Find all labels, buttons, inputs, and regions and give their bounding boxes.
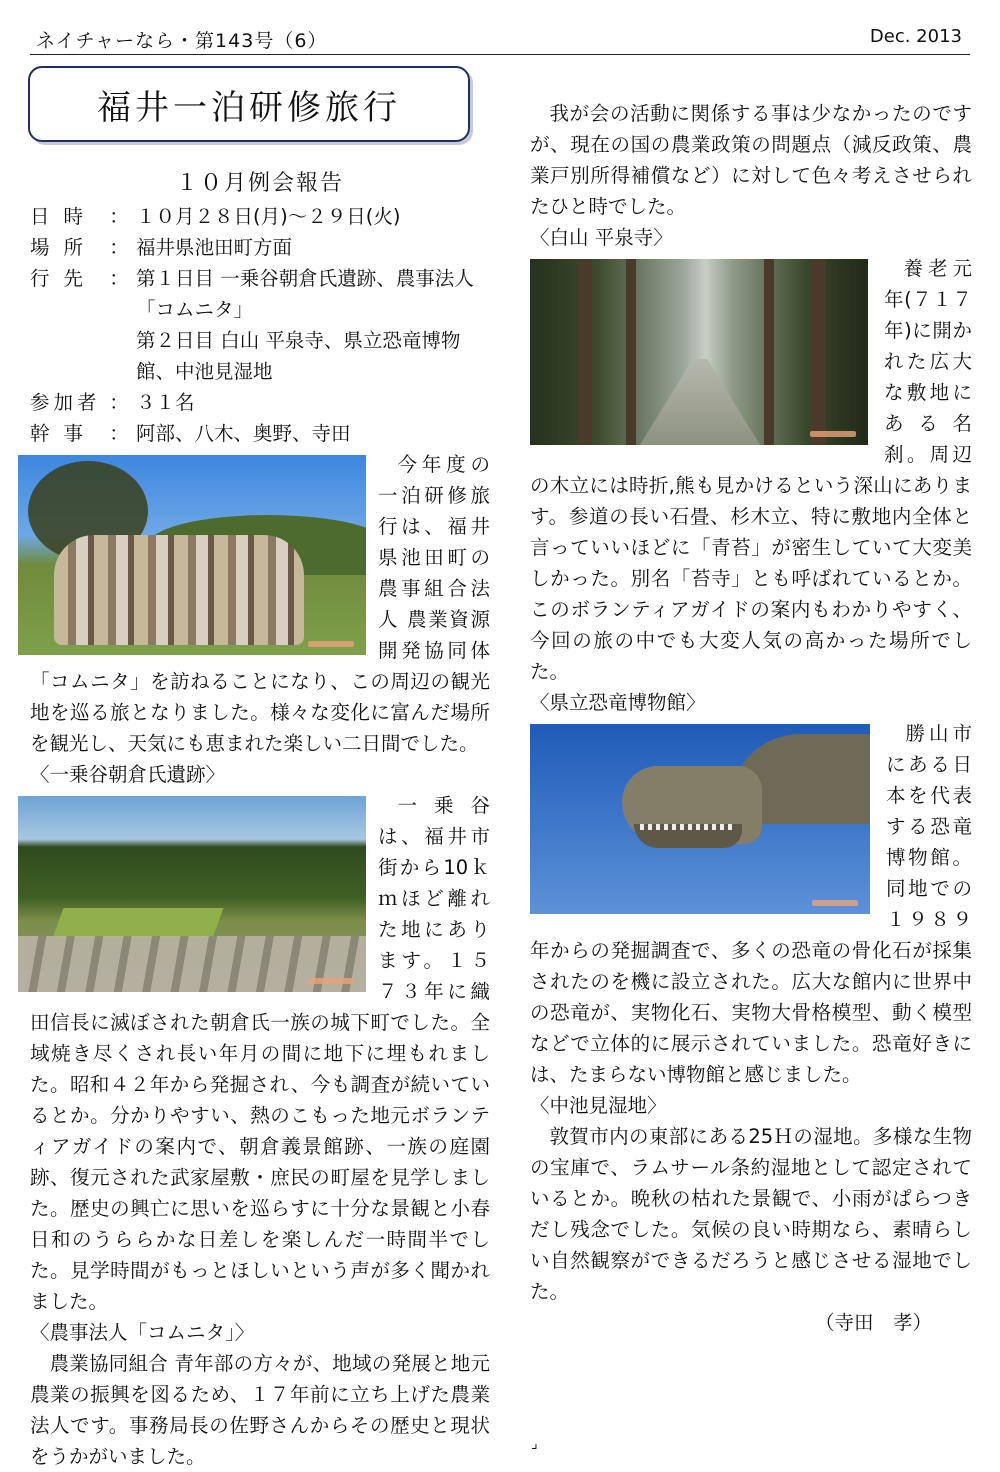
article-title-box (28, 66, 470, 142)
section-heading-dinosaur: 〈県立恐竜博物館〉 (530, 691, 706, 714)
section-heading-nakaikemi: 〈中池見湿地〉 (530, 1094, 667, 1117)
section-heading-heisenji: 〈白山 平泉寺〉 (530, 226, 673, 249)
dinosaur-paragraph: 勝山市にある日本を代表する恐竜博物館。同地での１９８９年からの発掘調査で、多くの恐竜の骨化石が採集されたのを機に設立された。広大な館内に世界中の恐竜が、実物化石、実物大骨格模型、動く模型などで立体的に展示されていました。恐竜好きには、たまらない博物館と感じました。 (530, 722, 972, 1086)
info-row-place: 場所 ： 福井県池田町方面 (30, 236, 293, 259)
temple-path-photo (530, 259, 868, 445)
heisenji-paragraph: 養老元年(７１７年)に開かれた広大な敷地にある名刹。周辺の木立には時折,熊も見かけるという深山にあります。参道の長い石畳、杉木立、特に敷地内全体と言っていいほどに「青苔」が密生していて大変美しかった。別名「苔寺」とも呼ばれているとか。このボランティアガイドの案内もわかりやすく、今回の旅の中でも大変人気の高かった場所でした。 (530, 257, 972, 683)
group-photo (18, 455, 366, 655)
komunita-paragraph: 農業協同組合 青年部の方々が、地域の発展と地元農業の振興を図るため、１７年前に立ち上げた農業法人です。事務局長の佐野さんからその歴史と現状をうかがいました。 (30, 1352, 490, 1468)
photo-tree-trunk (626, 259, 636, 445)
right-column (530, 98, 972, 1338)
section-heading-ichijodani: 〈一乗谷朝倉氏遺跡〉 (30, 763, 226, 786)
report-title: １０月例会報告 (175, 171, 344, 196)
left-column (30, 168, 490, 1472)
photo-date-stamp (308, 641, 354, 647)
photo-tree-trunk (764, 259, 774, 445)
article-title: 福井一泊研修旅行 (97, 87, 401, 128)
photo-dino-teeth (640, 824, 736, 830)
section-heading-komunita: 〈農事法人「コムニタ」〉 (30, 1321, 255, 1344)
ichijodani-paragraph: 一乗谷は、福井市街から10ｋｍほど離れた地にあります。１５７３年に織田信長に滅ぼされた朝倉氏一族の城下町でした。全域焼き尽くされ長い年月の間に地下に埋もれました。昭和４２年から発掘され、今も調査が続いているとか。分かりやすい、熱のこもった地元ボランティアガイドの案内で、朝倉義景館跡、一族の庭園跡、復元された武家屋敷・庶民の町屋を見学しました。歴史の興亡に思いを巡らすに十分な景観と小春日和のうららかな日差しを楽しんだ一時間半でした。見学時間がもっとほしいという声が多く聞かれました。 (30, 794, 490, 1313)
info-row-date: 日時 ： １０月２８日(月)～２９日(火) (30, 205, 401, 228)
photo-tree-trunk (812, 259, 826, 445)
photo-stone-path (640, 359, 760, 445)
ruins-photo (18, 796, 366, 992)
photo-date-stamp (810, 431, 856, 437)
dinosaur-photo (530, 724, 870, 914)
info-row-destination: 行先 ： 第１日目 一乗谷朝倉氏遺跡、農事法人「コムニタ」 (30, 267, 474, 321)
author-signature: （寺田 孝） (814, 1311, 932, 1334)
photo-lawn (53, 908, 224, 938)
nakaikemi-paragraph: 敦賀市内の東部にある25Ｈの湿地。多様な生物の宝庫で、ラムサール条約湿地として認定されているとか。晩秋の枯れた景観で、小雨がぱらつきだし残念でした。気候の良い時期なら、素晴らしい自然観察ができるだろうと感じさせる湿地でした。 (530, 1125, 972, 1303)
info-row-organizers: 幹事 ： 阿部、八木、奥野、寺田 (30, 422, 351, 445)
komunita-paragraph-2: 我が会の活動に関係する事は少なかったのですが、現在の国の農業政策の問題点（減反政策、農業戸別所得補償など）に対して色々考えさせられたひと時でした。 (530, 102, 972, 218)
info-row-participants: 参加者 ： ３１名 (30, 391, 195, 414)
info-row-destination-day2: 第２日目 白山 平泉寺、県立恐竜博物館、中池見湿地 (136, 329, 461, 383)
intro-paragraph: 今年度の一泊研修旅行は、福井県池田町の農事組合法人 農業資源開発協同体「コムニタ」を訪ねることになり、この周辺の観光地を巡る旅となりました。様々な変化に富んだ場所を観光し、天気にも恵まれた楽しい二日間でした。 (30, 453, 490, 755)
photo-tree-trunk (578, 259, 592, 445)
header-rule (30, 54, 970, 55)
issue-date: Dec. 2013 (869, 26, 962, 47)
event-info (30, 201, 490, 449)
photo-date-stamp (812, 900, 858, 906)
photo-crowd (54, 535, 304, 645)
corner-mark: ⌟ (531, 1436, 538, 1452)
photo-date-stamp (308, 978, 354, 984)
newsletter-issue: ネイチャーなら・第143号（6） (36, 30, 328, 52)
